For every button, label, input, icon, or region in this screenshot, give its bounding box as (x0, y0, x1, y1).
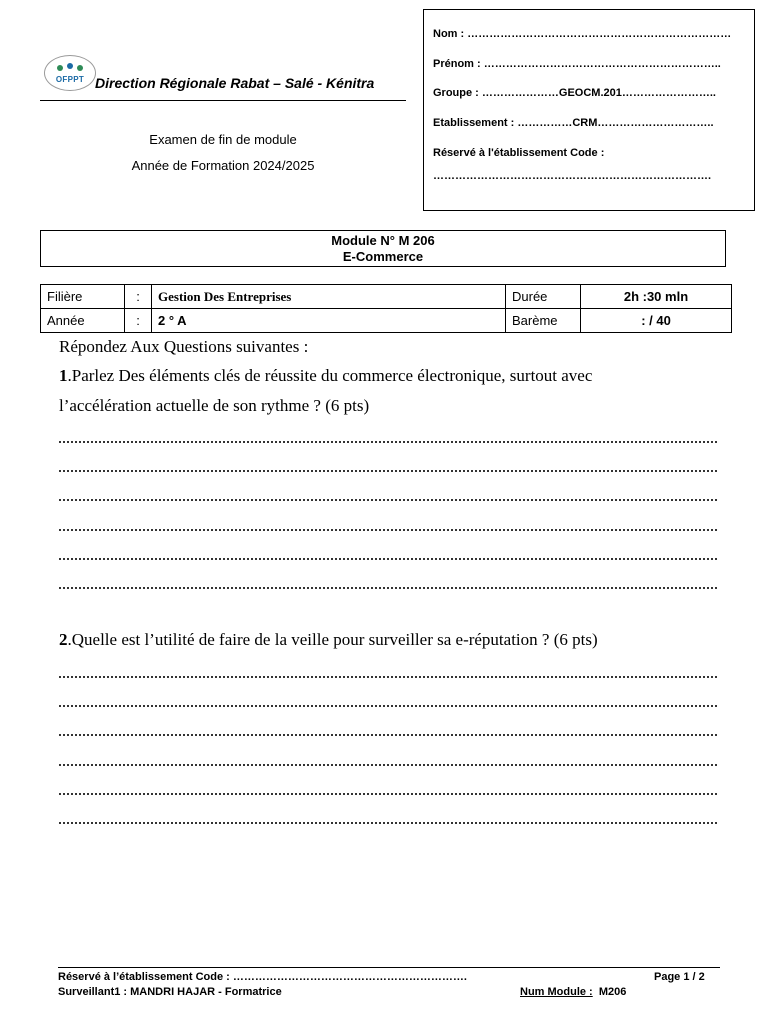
colon: : (125, 309, 152, 333)
table-row (41, 285, 732, 309)
module-name: E-Commerce (342, 249, 424, 264)
footer-divider (58, 967, 720, 968)
student-identity-box (423, 9, 755, 211)
num-module (520, 986, 626, 998)
answer-line[interactable] (59, 441, 717, 443)
training-year: Année de Formation 2024/2025 (131, 158, 315, 173)
question-2 (59, 630, 598, 650)
annee-value: 2 ° A (152, 309, 506, 333)
question-2-number: 2 (59, 630, 68, 649)
answer-line[interactable] (59, 793, 717, 795)
footer-reserve-code: Réservé à l’établissement Code : ………………………………………………………. (58, 971, 467, 983)
nom-field[interactable]: Nom : ……………………………………………………………… (433, 28, 732, 40)
groupe-field[interactable]: Groupe : …………………GEOCM.201…………………….. (433, 87, 716, 99)
answer-line[interactable] (59, 499, 717, 501)
instructions: Répondez Aux Questions suivantes : (59, 337, 309, 356)
answer-line[interactable] (59, 822, 717, 824)
bareme-value: : / 40 (581, 309, 732, 333)
prenom-field[interactable]: Prénom : ……………………………………………………….. (433, 58, 721, 70)
question-1-line-1 (59, 366, 592, 386)
answer-line[interactable] (59, 529, 717, 531)
answer-line[interactable] (59, 764, 717, 766)
question-1-number: 1 (59, 366, 68, 385)
filiere-label: Filière (41, 285, 125, 309)
num-module-value: M206 (598, 986, 627, 998)
question-2-text: .Quelle est l’utilité de faire de la veille pour surveiller sa e-réputation ? (6 pts) (67, 630, 598, 649)
colon: : (125, 285, 152, 309)
answer-line[interactable] (59, 705, 717, 707)
surveillant: Surveillant1 : MANDRI HAJAR - Formatrice (58, 986, 282, 998)
logo-text: OFPPT (55, 75, 85, 84)
etablissement-field[interactable]: Etablissement : ……………CRM………………………….. (433, 117, 714, 129)
ofppt-logo (44, 55, 96, 91)
reserve-code-label: Réservé à l'établissement Code : (433, 147, 605, 159)
answer-line[interactable] (59, 734, 717, 736)
direction-title: Direction Régionale Rabat – Salé - Kénitra (95, 75, 375, 91)
answer-line[interactable] (59, 587, 717, 589)
num-module-label: Num Module : (520, 986, 593, 998)
filiere-value: Gestion Des Entreprises (152, 285, 506, 309)
question-1-text: .Parlez Des éléments clés de réussite du commerce électronique, surtout avec (67, 366, 593, 385)
answer-line[interactable] (59, 676, 717, 678)
answer-line[interactable] (59, 558, 717, 560)
info-table (40, 284, 732, 333)
module-number: Module N° M 206 (331, 233, 435, 248)
duree-value: 2h :30 mln (581, 285, 732, 309)
exam-title: Examen de fin de module (149, 132, 297, 147)
logo-emblem-icon (45, 56, 95, 90)
module-box (40, 230, 726, 267)
question-1-line-2: l’accélération actuelle de son rythme ? (6 pts) (59, 396, 370, 415)
answer-line[interactable] (59, 470, 717, 472)
annee-label: Année (41, 309, 125, 333)
header-divider (40, 100, 406, 101)
bareme-label: Barème (506, 309, 581, 333)
page-number: Page 1 / 2 (654, 971, 705, 983)
duree-label: Durée (506, 285, 581, 309)
reserve-code-field[interactable]: …………………………………………………………………. (433, 170, 712, 182)
table-row (41, 309, 732, 333)
